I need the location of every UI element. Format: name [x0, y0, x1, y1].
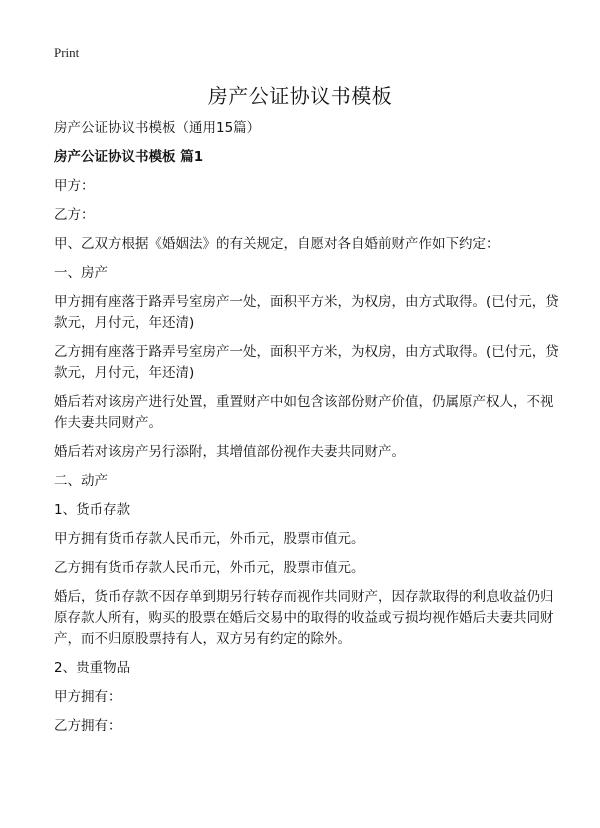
paragraph: 甲方拥有座落于路弄号室房产一处，面积平方米，为权房，由方式取得。(已付元，贷款元，月付元，年还清) [54, 294, 559, 331]
paragraph: 乙方拥有货币存款人民币元，外币元，股票市值元。 [54, 560, 365, 576]
print-link[interactable]: Print [54, 45, 80, 60]
document-body [54, 118, 559, 745]
paragraph: 乙方： [54, 207, 95, 223]
paragraph: 婚后，货币存款不因存单到期另行转存而视作共同财产，因存款取得的利息收益仍归原存款人所有，购买的股票在婚后交易中的取得的收益或亏损均视作婚后夫妻共同财产，而不归原股票持有人，双方另有约定的除外。 [54, 589, 554, 647]
paragraph: 甲方： [54, 178, 95, 194]
paragraph: 甲方拥有货币存款人民币元，外币元，股票市值元。 [54, 531, 365, 547]
paragraph: 二、动产 [54, 473, 108, 489]
document-title: 房产公证协议书模板 [207, 84, 393, 108]
paragraph: 甲、乙双方根据《婚姻法》的有关规定，自愿对各自婚前财产作如下约定： [54, 236, 500, 252]
section-heading: 房产公证协议书模板 篇1 [54, 149, 204, 165]
paragraph: 乙方拥有座落于路弄号室房产一处，面积平方米，为权房，由方式取得。(已付元，贷款元，月付元，年还清) [54, 344, 559, 381]
paragraph: 婚后若对该房产另行添附，其增值部份视作夫妻共同财产。 [54, 444, 405, 460]
paragraph: 1、货币存款 [54, 502, 131, 518]
paragraph: 乙方拥有： [54, 718, 122, 734]
paragraph: 2、贵重物品 [54, 660, 131, 676]
paragraph: 一、房产 [54, 265, 108, 281]
paragraph: 房产公证协议书模板（通用15篇） [54, 120, 261, 136]
paragraph: 婚后若对该房产进行处置，重置财产中如包含该部份财产价值，仍属原产权人，不视作夫妻共同财产。 [54, 394, 554, 431]
paragraph: 甲方拥有： [54, 689, 122, 705]
